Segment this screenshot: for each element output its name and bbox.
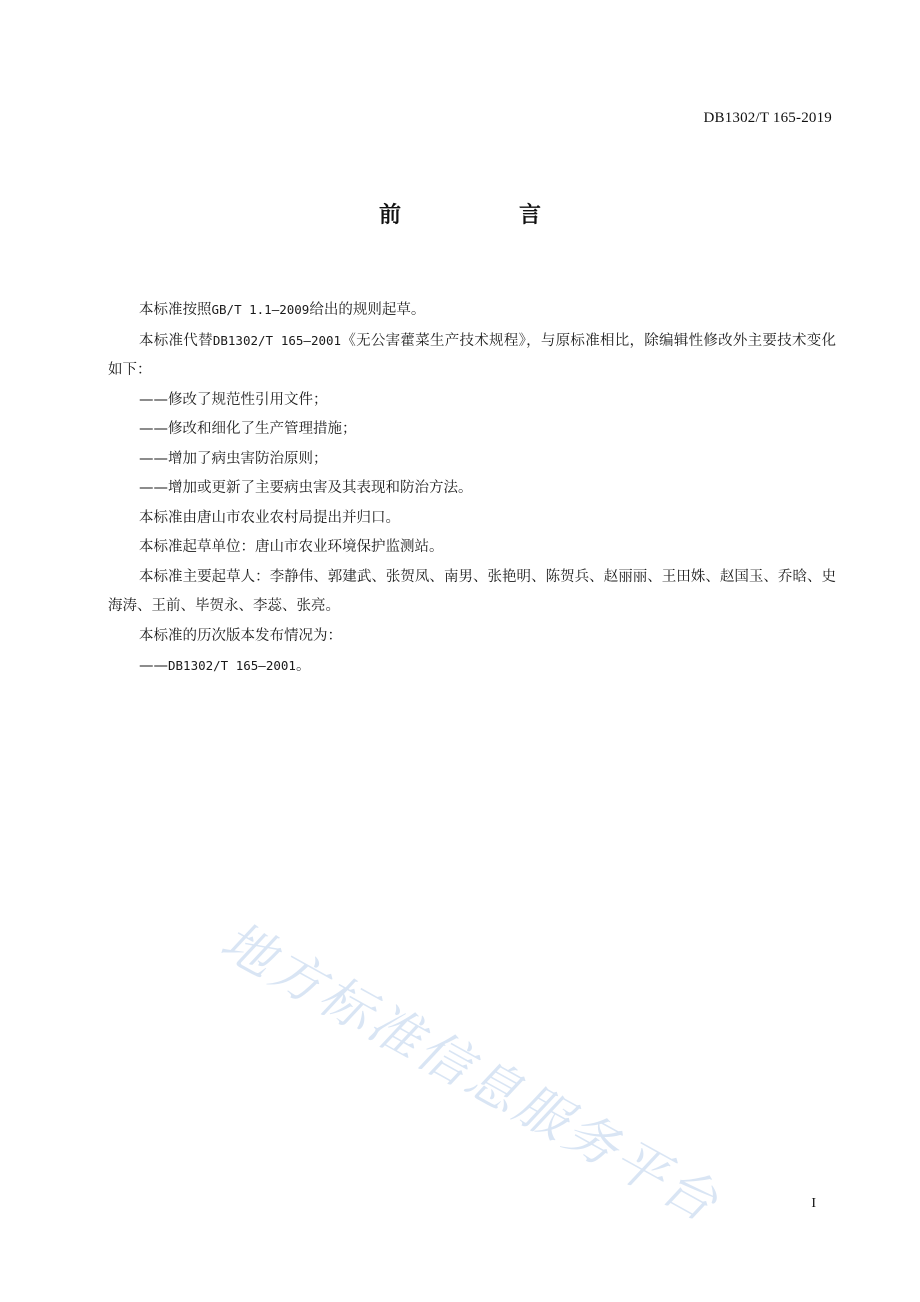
change-item: ——增加或更新了主要病虫害及其表现和防治方法。 [139,480,473,496]
paragraph-drafting-rules [108,295,836,326]
page-title: 前 言 [378,203,589,228]
text-segment: 《无公害藿菜生产技术规程》，与原标准相比，除编辑性修改外主要技术变化如下： [108,332,837,378]
watermark: 地方标准信息服务平台 [210,911,730,1236]
standard-code: DB1302/T 165—2001 [168,658,296,673]
paragraph-drafters: 本标准主要起草人：李静伟、郭建武、张贺凤、南男、张艳明、陈贺兵、赵丽丽、王田姝、赵国玉、乔晗、史海涛、王前、毕贺永、李蕊、张亮。 [108,568,836,614]
paragraph-proposer: 本标准由唐山市农业农村局提出并归口。 [139,509,400,526]
standard-code: DB1302/T 165—2001 [212,332,342,348]
change-item: ——修改了规范性引用文件； [139,391,328,408]
page-number: I [811,1196,816,1211]
paragraph-history-intro: 本标准的历次版本发布情况为： [139,627,342,644]
standard-code: GB/T 1.1—2009 [211,302,310,317]
text-segment: 。 [295,658,311,674]
document-body [108,295,836,682]
change-item: ——修改和细化了生产管理措施； [139,421,357,437]
paragraph-drafting-unit: 本标准起草单位：唐山市农业环境保护监测站。 [139,539,444,555]
paragraph-replacement [108,326,836,386]
change-item: ——增加了病虫害防治原则； [139,450,328,467]
dash: —— [139,658,168,674]
text-segment: 本标准代替 [139,332,213,349]
document-code: DB1302/T 165-2019 [703,110,832,126]
history-item [108,651,836,682]
text-segment: 给出的规则起草。 [309,302,426,318]
text-segment: 本标准按照 [139,302,212,318]
